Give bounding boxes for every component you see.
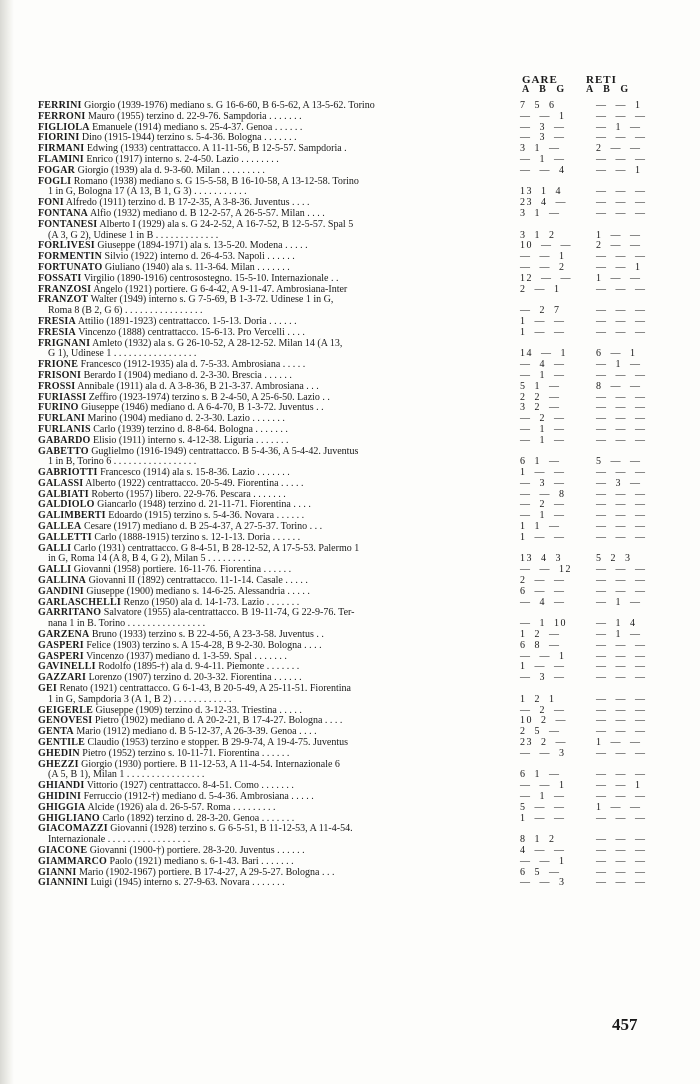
- player-surname: GEI: [38, 683, 57, 695]
- player-details: Mario (1912) mediano d. B 5-12-37, A 26-3-39. Genoa . . . .: [73, 726, 317, 738]
- list-item: [38, 447, 666, 469]
- player-details: Ferruccio (1912-†) mediano d. 5-4-36. Ambrosiana . . . . .: [81, 791, 314, 802]
- gare-values: 3 1 2: [520, 229, 556, 241]
- header-reti-subcolumns: A B G: [586, 84, 633, 95]
- gare-values: 13 4 3: [520, 553, 562, 565]
- player-surname: FIGLIOLA: [38, 121, 90, 133]
- reti-values: — — —: [596, 585, 647, 597]
- reti-values: 1 — —: [596, 272, 642, 284]
- gare-values: — 2 —: [520, 413, 566, 425]
- player-details: Giuseppe (1909) terzino d. 3-12-33. Triestina . . . . .: [92, 704, 302, 716]
- player-details: Vincenzo (1937) mediano d. 1-3-59. Spal . . . . . . .: [83, 650, 287, 662]
- reti-values: — — —: [596, 251, 647, 263]
- reti-values: — — —: [596, 855, 647, 867]
- player-surname: GARRITANO: [38, 607, 102, 619]
- player-details-continuation: G 1), Udinese 1 . . . . . . . . . . . . . . . . .: [48, 348, 197, 360]
- player-details-continuation: 1 in G, Sampdoria 3 (A 1, B 2) . . . . . . . . . . . .: [48, 693, 232, 705]
- player-details-continuation: nana 1 in B. Torino . . . . . . . . . . . . . . . .: [48, 618, 206, 630]
- reti-values: — — —: [596, 434, 647, 446]
- reti-values: — — —: [596, 639, 647, 651]
- reti-values: — — —: [596, 423, 647, 435]
- gare-values: 3 1 —: [520, 143, 561, 155]
- player-details: Edwing (1933) centrattacco. A 11-11-56, B 12-5-57. Sampdoria .: [84, 143, 347, 155]
- player-details: Giuseppe (1894-1971) ala s. 13-5-20. Modena . . . . .: [94, 240, 308, 252]
- reti-values: — — —: [596, 467, 647, 479]
- reti-values: — — —: [596, 531, 647, 543]
- player-surname: FURIASSI: [38, 391, 87, 403]
- gare-values: — 2 7: [520, 305, 561, 317]
- player-details: Felice (1903) terzino s. A 15-4-28, B 9-2-30. Bologna . . . .: [83, 639, 322, 651]
- player-surname: GHEZZI: [38, 758, 79, 770]
- reti-values: — — —: [596, 844, 647, 856]
- reti-values: — 1 —: [596, 596, 642, 608]
- player-details: Edoardo (1915) terzino s. 5-4-36. Novara . . . . . .: [105, 510, 305, 522]
- reti-values: — — —: [596, 110, 647, 122]
- header-reti-label: RETI: [586, 74, 617, 86]
- reti-values: — — —: [596, 186, 647, 198]
- list-item: [38, 824, 666, 846]
- gare-values: 6 — —: [520, 585, 566, 597]
- player-details: Paolo (1921) mediano s. 6-1-43. Bari . . . . . . .: [107, 855, 294, 867]
- reti-values: — — —: [596, 672, 647, 684]
- player-surname: FRISONI: [38, 369, 82, 381]
- reti-values: — — —: [596, 326, 647, 338]
- player-details: Renato (1921) centrattacco. G 6-1-43, B 20-5-49, A 25-11-51. Fiorentina: [56, 683, 351, 695]
- player-details: Mauro (1955) terzino d. 22-9-76. Sampdoria . . . . . . .: [85, 110, 302, 122]
- player-details: Salvatore (1955) ala-centrattacco. B 19-11-74, G 22-9-76. Ter-: [101, 607, 355, 619]
- reti-values: — 1 —: [596, 359, 642, 371]
- gare-values: — 1 —: [520, 153, 566, 165]
- reti-values: — — —: [596, 769, 647, 781]
- reti-values: — — —: [596, 402, 647, 414]
- player-surname: GHEDIN: [38, 747, 80, 759]
- gare-values: 6 5 —: [520, 866, 561, 878]
- gare-values: — 4 —: [520, 596, 566, 608]
- player-surname: GANDINI: [38, 585, 84, 597]
- entry-description: [38, 544, 504, 566]
- reti-values: 2 — —: [596, 240, 642, 252]
- gare-values: — — 1: [520, 251, 566, 263]
- gare-values: 6 1 —: [520, 456, 561, 468]
- reti-values: — — —: [596, 791, 647, 802]
- player-details: Vittorio (1927) centrattacco. 8-4-51. Como . . . . . . .: [84, 780, 294, 792]
- gare-values: 5 — —: [520, 801, 566, 813]
- player-details: Walter (1949) interno s. G 7-5-69, B 1-3-72. Udinese 1 in G,: [88, 294, 334, 306]
- reti-values: — — —: [596, 877, 647, 889]
- entry-description: [38, 295, 504, 317]
- gare-values: 10 2 —: [520, 715, 567, 727]
- player-surname: FONI: [38, 197, 64, 209]
- gare-values: 2 — —: [520, 575, 566, 587]
- player-surname: GASPERI: [38, 639, 84, 651]
- player-details: Giuseppe (1946) mediano d. A 6-4-70, B 1-3-72. Juventus . .: [78, 402, 324, 414]
- player-details-continuation: 1 in G, Bologna 17 (A 13, B 1, G 3) . . . . . . . . . . .: [48, 186, 247, 198]
- gare-values: — 1 —: [520, 434, 566, 446]
- reti-values: — — —: [596, 834, 647, 846]
- reti-values: — 1 —: [596, 121, 642, 133]
- gare-values: — 2 —: [520, 704, 566, 716]
- player-list: [38, 101, 666, 889]
- player-details-continuation: (A 3, G 2), Udinese 1 in B . . . . . . . . . . . . .: [48, 229, 219, 241]
- page-number: 457: [612, 1015, 638, 1034]
- player-surname: GHIGGIA: [38, 801, 86, 813]
- player-details: Giovanni II (1892) centrattacco. 11-1-14. Casale . . . . .: [86, 575, 308, 587]
- player-details: Carlo (1888-1915) terzino s. 12-1-13. Doria . . . . . .: [91, 531, 301, 543]
- player-details-continuation: in G, Roma 14 (A 8, B 4, G 2), Milan 5 . . . . . . . . .: [48, 553, 251, 565]
- entry-description: [38, 824, 504, 846]
- player-details: Giorgio (1939) ala d. 9-3-60. Milan . . . . . . . . .: [75, 164, 265, 176]
- gare-values: — — 2: [520, 261, 566, 273]
- gare-values: 14 — 1: [520, 348, 567, 360]
- player-surname: GABRIOTTI: [38, 467, 98, 479]
- reti-values: — 1 —: [596, 629, 642, 641]
- gare-values: 12 — —: [520, 272, 572, 284]
- gare-values: — 1 —: [520, 369, 566, 381]
- player-details: Vincenzo (1888) centrattacco. 15-6-13. Pro Vercelli . . . .: [75, 326, 305, 338]
- reti-values: — — —: [596, 207, 647, 219]
- entry-description: [38, 447, 504, 469]
- list-item: [38, 760, 666, 782]
- entry-description: [38, 220, 504, 242]
- player-surname: FRESIA: [38, 315, 76, 327]
- reti-values: — 1 4: [596, 618, 637, 630]
- player-details: Giancarlo (1948) terzino d. 21-11-71. Fiorentina . . . .: [94, 499, 311, 511]
- player-details: Berardo I (1904) mediano d. 2-3-30. Brescia . . . . . .: [81, 369, 292, 381]
- reti-values: — — —: [596, 564, 647, 576]
- reti-values: — — 1: [596, 261, 642, 273]
- player-details: Mario (1902-1967) portiere. B 17-4-27, A 29-5-27. Bologna . . .: [76, 866, 335, 878]
- player-surname: GALBIATI: [38, 488, 89, 500]
- player-surname: FRANZOSI: [38, 283, 92, 295]
- list-item: [38, 878, 666, 889]
- player-details: Giuliano (1940) ala s. 11-3-64. Milan . . . . . . .: [102, 261, 290, 273]
- player-details: Enrico (1917) interno s. 2-4-50. Lazio . . . . . . . .: [83, 153, 279, 165]
- player-details: Giovanni (1900-†) portiere. 28-3-20. Juventus . . . . . .: [87, 844, 305, 856]
- player-surname: FLAMINI: [38, 153, 84, 165]
- reti-values: 5 2 3: [596, 553, 632, 565]
- player-details: Francesco (1912-1935) ala d. 7-5-33. Ambrosiana . . . . .: [78, 359, 306, 371]
- player-details: Emanuele (1914) mediano s. 25-4-37. Genoa . . . . . .: [89, 121, 303, 133]
- column-header-gare: [522, 74, 568, 95]
- reti-values: — — —: [596, 132, 647, 144]
- reti-values: — — —: [596, 488, 647, 500]
- player-details: Giorgio (1939-1976) mediano s. G 16-6-60, B 6-5-62, A 13-5-62. Torino: [81, 100, 375, 111]
- player-details: Amleto (1932) ala s. G 26-10-52, A 28-12-52. Milan 14 (A 13,: [90, 337, 343, 349]
- entry-description: [38, 684, 504, 706]
- player-details: Alfio (1932) mediano d. B 12-2-57, A 26-5-57. Milan . . . .: [88, 207, 325, 219]
- player-details: Zeffiro (1923-1974) terzino s. B 2-4-50, A 25-6-50. Lazio . .: [86, 391, 330, 403]
- player-surname: GALLINA: [38, 575, 87, 587]
- player-surname: FRESIA: [38, 326, 76, 338]
- gare-values: — 3 —: [520, 132, 566, 144]
- reti-values: — — —: [596, 283, 647, 295]
- gare-values: 1 — —: [520, 531, 566, 543]
- reti-values: — — 1: [596, 780, 642, 792]
- player-details: Giorgio (1930) portiere. B 11-12-53, A 11-4-54. Internazionale 6: [78, 758, 340, 770]
- reti-values: — — —: [596, 661, 647, 673]
- page-binding-edge: [0, 0, 14, 1084]
- player-surname: FOGLI: [38, 175, 72, 187]
- player-details: Giovanni (1958) portiere. 16-11-76. Fiorentina . . . . . .: [71, 564, 292, 576]
- player-surname: GHIGLIANO: [38, 812, 100, 824]
- player-surname: GALIMBERTI: [38, 510, 106, 522]
- reti-values: 8 — —: [596, 380, 642, 392]
- reti-values: 1 — —: [596, 229, 642, 241]
- player-surname: FROSSI: [38, 380, 76, 392]
- gare-values: 6 8 —: [520, 639, 561, 651]
- player-surname: GALLETTI: [38, 531, 92, 543]
- player-details: Virgilio (1890-1916) centrosostegno. 15-5-10. Internazionale . .: [81, 272, 339, 284]
- player-surname: FORTUNATO: [38, 261, 103, 273]
- gare-values: 1 — —: [520, 315, 566, 327]
- reti-values: — — —: [596, 499, 647, 511]
- gare-values: 1 — —: [520, 812, 566, 824]
- player-surname: GAVINELLI: [38, 661, 96, 673]
- entry-description: [38, 339, 504, 361]
- player-surname: FONTANA: [38, 207, 89, 219]
- gare-values: 1 — —: [520, 661, 566, 673]
- gare-values: — 4 —: [520, 359, 566, 371]
- list-item: [38, 220, 666, 242]
- list-item: [38, 544, 666, 566]
- gare-values: — 1 —: [520, 510, 566, 522]
- gare-values: — — 12: [520, 564, 572, 576]
- player-details-continuation: Roma 8 (B 2, G 6) . . . . . . . . . . . . . . . .: [48, 305, 203, 317]
- gare-values: 2 — 1: [520, 283, 561, 295]
- gare-values: 1 — —: [520, 326, 566, 338]
- player-details: Claudio (1953) terzino e stopper. B 29-9-74, A 19-4-75. Juventus: [84, 737, 349, 749]
- player-details: Roberto (1957) libero. 22-9-76. Pescara . . . . . . .: [88, 488, 286, 500]
- gare-values: — 1 —: [520, 791, 566, 802]
- player-surname: GALDIOLO: [38, 499, 95, 511]
- reti-values: — — —: [596, 575, 647, 587]
- reti-values: — — —: [596, 812, 647, 824]
- player-surname: FOGAR: [38, 164, 76, 176]
- player-details: Luigi (1945) interno s. 27-9-63. Novara . . . . . . .: [87, 877, 285, 889]
- player-surname: GHIDINI: [38, 791, 82, 802]
- player-surname: FOSSATI: [38, 272, 82, 284]
- player-details: Giuseppe (1900) mediano s. 14-6-25. Alessandria . . . . .: [83, 585, 310, 597]
- player-surname: FIRMANI: [38, 143, 85, 155]
- list-item: [38, 339, 666, 361]
- gare-values: — 3 —: [520, 672, 566, 684]
- gare-values: 2 5 —: [520, 726, 561, 738]
- gare-values: 23 4 —: [520, 197, 567, 209]
- player-surname: FIORINI: [38, 132, 80, 144]
- gare-values: 3 2 —: [520, 402, 561, 414]
- gare-values: — — 1: [520, 650, 566, 662]
- player-details: Carlo (1931) centrattacco. G 8-4-51, B 28-12-52, A 17-5-53. Palermo 1: [71, 542, 360, 554]
- reti-values: — 3 —: [596, 477, 642, 489]
- entry-description: [38, 878, 504, 889]
- reti-values: 5 — —: [596, 456, 642, 468]
- list-item: [38, 684, 666, 706]
- player-surname: FRIONE: [38, 359, 79, 371]
- gare-values: — 1 —: [520, 423, 566, 435]
- player-surname: GALLI: [38, 542, 72, 554]
- player-details-continuation: (A 5, B 1), Milan 1 . . . . . . . . . . . . . . . .: [48, 769, 205, 781]
- gare-values: 13 1 4: [520, 186, 562, 198]
- reti-values: — — —: [596, 693, 647, 705]
- player-surname: FORMENTIN: [38, 251, 103, 263]
- player-surname: GARLASCHELLI: [38, 596, 121, 608]
- player-surname: GASPERI: [38, 650, 84, 662]
- player-surname: FURLANIS: [38, 423, 91, 435]
- gare-values: — — 3: [520, 747, 566, 759]
- reti-values: 1 — —: [596, 737, 642, 749]
- player-surname: GHIANDI: [38, 780, 85, 792]
- player-surname: FURLANI: [38, 413, 85, 425]
- player-details: Cesare (1917) mediano d. B 25-4-37, A 27-5-37. Torino . . .: [81, 521, 323, 533]
- player-surname: GABETTO: [38, 445, 89, 457]
- player-details: Alfredo (1911) terzino d. B 17-2-35, A 3-8-36. Juventus . . . .: [63, 197, 310, 209]
- player-surname: GAZZARI: [38, 672, 87, 684]
- reti-values: 6 — 1: [596, 348, 637, 360]
- player-surname: GIANNI: [38, 866, 77, 878]
- player-details: Rodolfo (1895-†) ala d. 9-4-11. Piemonte . . . . . . .: [95, 661, 300, 673]
- player-details: Marino (1904) mediano d. 2-3-30. Lazio . . . . . . .: [84, 413, 285, 425]
- player-details: Renzo (1950) ala d. 14-1-73. Lazio . . . . . . .: [120, 596, 300, 608]
- gare-values: 7 5 6: [520, 100, 556, 111]
- player-details: Guglielmo (1916-1949) centrattacco. B 5-4-36, A 5-4-42. Juventus: [88, 445, 359, 457]
- reti-values: — — 1: [596, 164, 642, 176]
- player-details: Alberto I (1929) ala s. G 24-2-52, A 16-7-52, B 12-5-57. Spal 5: [97, 218, 354, 230]
- player-details-continuation: Internazionale . . . . . . . . . . . . . . . . .: [48, 834, 191, 846]
- player-details: Dino (1915-1944) terzino s. 5-4-36. Bologna . . . . . . .: [79, 132, 297, 144]
- player-details: Carlo (1939) terzino d. 8-8-64. Bologna . . . . . . .: [90, 423, 288, 435]
- reti-values: — — —: [596, 726, 647, 738]
- player-surname: GENTA: [38, 726, 74, 738]
- reti-values: — — —: [596, 747, 647, 759]
- gare-values: 4 — —: [520, 844, 566, 856]
- gare-values: — — 4: [520, 164, 566, 176]
- player-details: Pietro (1952) terzino s. 10-11-71. Fiorentina . . . . . .: [79, 747, 290, 759]
- player-surname: GALLEA: [38, 521, 82, 533]
- player-surname: FERRONI: [38, 110, 86, 122]
- player-surname: FURINO: [38, 402, 79, 414]
- player-surname: FONTANESI: [38, 218, 98, 230]
- reti-values: — — —: [596, 866, 647, 878]
- reti-values: — — —: [596, 650, 647, 662]
- list-item: [38, 177, 666, 199]
- player-details: Silvio (1922) interno d. 26-4-53. Napoli . . . . . .: [102, 251, 295, 263]
- gare-values: — 2 —: [520, 499, 566, 511]
- gare-values: 8 1 2: [520, 834, 556, 846]
- gare-values: 10 — —: [520, 240, 572, 252]
- gare-values: 1 1 —: [520, 521, 561, 533]
- gare-values: 23 2 —: [520, 737, 567, 749]
- player-surname: FRIGNANI: [38, 337, 91, 349]
- gare-values: — — 1: [520, 110, 566, 122]
- gare-values: — 3 —: [520, 477, 566, 489]
- reti-values: — — —: [596, 521, 647, 533]
- player-surname: FORLIVESI: [38, 240, 95, 252]
- reti-values: — — —: [596, 704, 647, 716]
- entry-description: [38, 608, 504, 630]
- gare-values: — — 1: [520, 855, 566, 867]
- column-header-reti: [586, 74, 632, 95]
- gare-values: 1 — —: [520, 467, 566, 479]
- player-surname: GARZENA: [38, 629, 90, 641]
- reti-values: — — —: [596, 369, 647, 381]
- reti-values: — — —: [596, 153, 647, 165]
- reti-values: — — —: [596, 305, 647, 317]
- player-details: Romano (1938) mediano s. G 15-5-58, B 16-10-58, A 13-12-58. Torino: [71, 175, 359, 187]
- player-details: Elisio (1911) interno s. 4-12-38. Liguria . . . . . . .: [90, 434, 289, 446]
- player-details: Giovanni (1928) terzino s. G 6-5-51, B 11-12-53, A 11-4-54.: [107, 823, 353, 835]
- player-details: Alcide (1926) ala d. 26-5-57. Roma . . . . . . . . .: [85, 801, 276, 813]
- player-details: Carlo (1892) terzino d. 28-3-20. Genoa . . . . . . .: [99, 812, 295, 824]
- player-surname: GENTILE: [38, 737, 85, 749]
- gare-values: 6 1 —: [520, 769, 561, 781]
- player-surname: GALASSI: [38, 477, 84, 489]
- player-surname: GEIGERLE: [38, 704, 93, 716]
- player-surname: GIAMMARCO: [38, 855, 108, 867]
- player-surname: FRANZOT: [38, 294, 89, 306]
- reti-values: — — —: [596, 197, 647, 209]
- reti-values: — — —: [596, 715, 647, 727]
- player-details: Attilio (1891-1923) centrattacco. 1-5-13. Doria . . . . . .: [75, 315, 297, 327]
- gare-values: 1 2 —: [520, 629, 561, 641]
- player-details: Alberto (1922) centrattacco. 20-5-49. Fiorentina . . . . .: [83, 477, 304, 489]
- reti-values: — — —: [596, 315, 647, 327]
- header-gare-label: GARE: [522, 74, 558, 86]
- player-details: Angelo (1921) portiere. G 6-4-42, A 9-11-47. Ambrosiana-Inter: [91, 283, 348, 295]
- reti-values: 2 — —: [596, 143, 642, 155]
- player-surname: GIACOMAZZI: [38, 823, 108, 835]
- gare-values: — 3 —: [520, 121, 566, 133]
- gare-values: — — 1: [520, 780, 566, 792]
- player-surname: GALLI: [38, 564, 72, 576]
- gare-values: 5 1 —: [520, 380, 561, 392]
- gare-values: 1 2 1: [520, 693, 556, 705]
- gare-values: — 1 10: [520, 618, 567, 630]
- player-surname: GABARDO: [38, 434, 91, 446]
- player-surname: GIANNINI: [38, 877, 88, 889]
- player-details: Bruno (1933) terzino s. B 22-4-56, A 23-3-58. Juventus . .: [89, 629, 324, 641]
- reti-values: 1 — —: [596, 801, 642, 813]
- gare-values: 2 2 —: [520, 391, 561, 403]
- reti-values: — — —: [596, 510, 647, 522]
- gare-values: 3 1 —: [520, 207, 561, 219]
- player-details: Lorenzo (1907) terzino d. 20-3-32. Fiorentina . . . . . .: [86, 672, 302, 684]
- gare-values: — — 8: [520, 488, 566, 500]
- reti-values: — — 1: [596, 100, 642, 111]
- entry-description: [38, 760, 504, 782]
- player-surname: GENOVESI: [38, 715, 93, 727]
- header-gare-subcolumns: A B G: [522, 84, 569, 95]
- player-details: Pietro (1902) mediano d. A 20-2-21, B 17-4-27. Bologna . . . .: [92, 715, 343, 727]
- player-surname: GIACONE: [38, 844, 88, 856]
- gare-values: — — 3: [520, 877, 566, 889]
- list-item: [38, 295, 666, 317]
- player-details: Francesco (1914) ala s. 15-8-36. Lazio . . . . . . .: [97, 467, 290, 479]
- player-details: Annibale (1911) ala d. A 3-8-36, B 21-3-37. Ambrosiana . . .: [75, 380, 319, 392]
- player-details-continuation: 1 in B, Torino 6 . . . . . . . . . . . . . . . . .: [48, 456, 197, 468]
- reti-values: — — —: [596, 413, 647, 425]
- entry-description: [38, 177, 504, 199]
- list-item: [38, 608, 666, 630]
- reti-values: — — —: [596, 391, 647, 403]
- player-surname: FERRINI: [38, 100, 82, 111]
